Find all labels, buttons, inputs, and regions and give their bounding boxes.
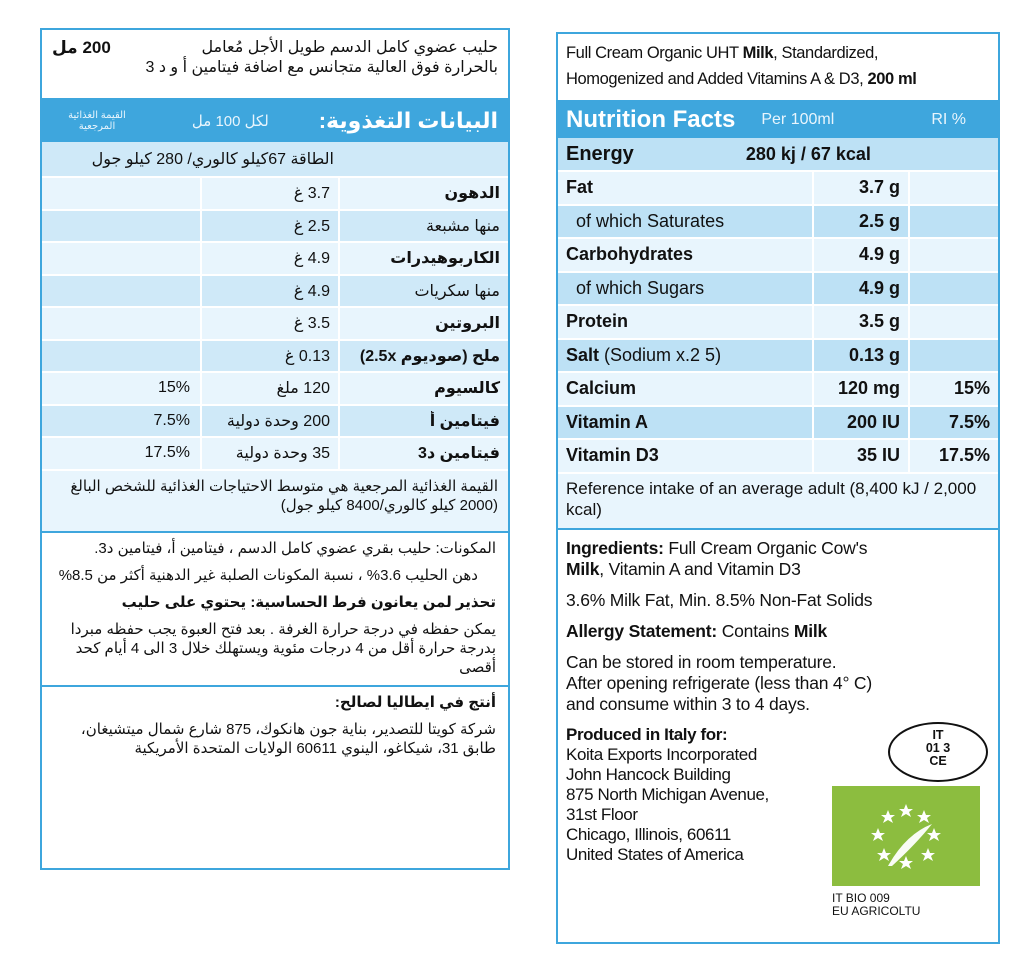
arabic-ingredients-text: حليب بقري عضوي كامل الدسم ، فيتامين أ، فيتامين د3.	[94, 539, 432, 557]
arabic-nutrient-value: 2.5 غ	[200, 211, 340, 242]
english-nutrient-row	[558, 273, 998, 307]
arabic-nutrient-ri: 17.5%	[144, 444, 190, 462]
english-nutrient-row	[558, 206, 998, 240]
arabic-nutrient-name: البروتين	[435, 315, 500, 333]
english-nutrition-table	[558, 172, 998, 474]
english-nutrient-row	[558, 373, 998, 407]
arabic-nutrient-value: 4.9 غ	[200, 276, 340, 307]
english-produced-label: Produced in Italy for:	[566, 724, 728, 744]
english-allergy-label: Allergy Statement:	[566, 620, 718, 641]
english-energy-row	[558, 138, 998, 172]
arabic-nutrient-value: 3.5 غ	[200, 308, 340, 339]
arabic-nutrient-row	[42, 373, 508, 406]
arabic-nutrient-value: 120 ملغ	[200, 373, 340, 404]
arabic-nutrient-name: منها سكريات	[414, 282, 500, 300]
arabic-nutrient-name: فيتامين د3	[418, 445, 500, 463]
english-label-panel	[556, 32, 1000, 944]
arabic-fat-solids: دهن الحليب 3.6% ، نسبة المكونات الصلبة غير الدهنية أكثر من 8.5%	[58, 566, 478, 584]
english-title-line1: Full Cream Organic UHT Milk, Standardized,	[566, 44, 879, 62]
arabic-nutrient-row	[42, 308, 508, 341]
arabic-nutrient-value: 4.9 غ	[200, 243, 340, 274]
arabic-allergy	[42, 587, 508, 614]
arabic-ingredients	[42, 533, 508, 560]
english-energy-label: Energy	[566, 142, 634, 165]
english-nutrient-value: 200 IU	[812, 407, 910, 439]
arabic-energy-row	[42, 142, 508, 178]
arabic-product-title	[42, 30, 508, 100]
eu-organic-leaf-icon	[832, 786, 980, 886]
arabic-nutrient-value: 3.7 غ	[200, 178, 340, 209]
arabic-produced-label: أنتج في ايطاليا لصالح:	[334, 693, 496, 711]
english-nutrient-name: Vitamin A	[566, 411, 649, 432]
english-nutrient-ri: 7.5%	[948, 411, 990, 432]
english-allergy: Allergy Statement: Contains Milk	[566, 620, 828, 641]
english-nutrient-row	[558, 172, 998, 206]
arabic-nutrient-value: 200 وحدة دولية	[200, 406, 340, 437]
arabic-per-100ml: لكل 100 مل	[191, 113, 269, 130]
arabic-allergy-text: يحتوي على حليب	[121, 593, 247, 611]
arabic-nutrient-row	[42, 243, 508, 276]
arabic-nutrient-row	[42, 276, 508, 309]
arabic-nutrient-ri: 15%	[157, 379, 190, 397]
arabic-energy-text: الطاقة 67كيلو كالوري/ 280 كيلو جول	[91, 151, 334, 168]
english-producer-line: 31st Floor	[566, 804, 638, 824]
english-nutrient-ri: 15%	[953, 378, 990, 399]
arabic-nutrient-name: ملح (صوديوم 2.5x)	[359, 347, 500, 365]
english-fat-solids: 3.6% Milk Fat, Min. 8.5% Non-Fat Solids	[566, 589, 873, 610]
english-ri-header: RI %	[931, 111, 966, 128]
arabic-label-panel	[40, 28, 510, 870]
english-nutrient-value: 4.9 g	[812, 239, 910, 271]
english-storage: Can be stored in room temperature. After opening refrigerate (less than 4° C) and consume within 3 to 4 days.	[566, 651, 872, 714]
english-title-line2: Homogenized and Added Vitamins A & D3, 200 ml	[566, 70, 917, 88]
eu-organic-code: IT BIO 009 EU AGRICOLTU	[832, 891, 921, 918]
english-nutrient-name: Protein	[566, 311, 629, 332]
english-nutrient-name: of which Sugars	[576, 277, 705, 298]
arabic-reference-intake: القيمة الغذائية المرجعية هي متوسط الاحتياجات الغذائية للشخص البالغ (2000 كيلو كالوري/8400 كيلو جول)	[42, 471, 508, 533]
arabic-nutrient-row	[42, 211, 508, 244]
english-producer-line: United States of America	[566, 844, 744, 864]
arabic-nutrient-row	[42, 341, 508, 374]
english-nutrient-row	[558, 407, 998, 441]
arabic-ri-header: القيمة الغذائية المرجعية	[68, 110, 126, 132]
english-nutrient-value: 4.9 g	[812, 273, 910, 305]
arabic-nutrient-name: الدهون	[444, 185, 500, 203]
english-nutrient-value: 0.13 g	[812, 340, 910, 372]
english-nutrition-title: Nutrition Facts	[566, 106, 736, 133]
english-nutrient-value: 35 IU	[812, 440, 910, 472]
arabic-nutrient-row	[42, 438, 508, 471]
english-producer-line: Chicago, Illinois, 60611	[566, 824, 731, 844]
english-nutrient-value: 3.5 g	[812, 306, 910, 338]
arabic-nutrient-row	[42, 406, 508, 439]
english-producer-line: Koita Exports Incorporated	[566, 744, 757, 764]
health-mark-oval: IT 01 3 CE	[888, 722, 988, 782]
english-ingredients: Ingredients: Full Cream Organic Cow's Milk, Vitamin A and Vitamin D3	[566, 537, 868, 579]
english-nutrient-row	[558, 340, 998, 374]
arabic-nutrient-name: الكاربوهيدرات	[390, 250, 500, 268]
english-nutrient-name: Carbohydrates	[566, 244, 694, 265]
english-nutrient-row	[558, 306, 998, 340]
arabic-allergy-label: تحذير لمن يعانون فرط الحساسية:	[250, 593, 496, 611]
arabic-nutrient-ri: 7.5%	[153, 411, 190, 429]
arabic-nutrient-name: كالسيوم	[434, 380, 500, 398]
arabic-producer-address: شركة كويتا للتصدير، بناية جون هانكوك، 875 شارع شمال ميتشيغان، طابق 31، شيكاغو، الينوي 60611 الولايات المتحدة الأمريكية	[80, 720, 496, 757]
english-nutrient-name: Fat	[566, 177, 593, 198]
english-nutrient-row	[558, 440, 998, 474]
english-nutrient-name: Calcium	[566, 378, 637, 399]
english-ingredients-label: Ingredients:	[566, 537, 664, 558]
english-reference-intake: Reference intake of an average adult (8,400 kJ / 2,000 kcal)	[558, 474, 998, 530]
english-nutrient-name: of which Saturates	[576, 210, 725, 231]
english-nutrient-ri: 17.5%	[938, 445, 990, 466]
arabic-ingredients-label: المكونات:	[435, 539, 496, 557]
arabic-nutrient-name: فيتامين أ	[429, 412, 500, 430]
arabic-title-line1: حليب عضوي كامل الدسم طويل الأجل مُعامل	[201, 39, 498, 56]
arabic-nutrition-title: البيانات التغذوية:	[318, 108, 498, 133]
arabic-nutrient-name: منها مشبعة	[425, 217, 500, 235]
english-nutrient-row	[558, 239, 998, 273]
english-nutrient-value: 3.7 g	[812, 172, 910, 204]
english-product-title	[558, 34, 998, 102]
english-nutrient-name: Salt (Sodium x.2 5)	[566, 344, 722, 365]
arabic-nutrient-row	[42, 178, 508, 211]
english-nutrient-value: 2.5 g	[812, 206, 910, 238]
english-per-100ml: Per 100ml	[761, 111, 835, 128]
arabic-storage: يمكن حفظه في درجة حرارة الغرفة . بعد فتح العبوة يجب حفظه مبردا بدرجة حرارة أقل من 4 درجات مئوية ويستهلك خلال 3 الى 4 أيام كحد أقصى	[70, 620, 496, 676]
english-producer-line: 875 North Michigan Avenue,	[566, 784, 769, 804]
arabic-nutrient-value: 0.13 غ	[200, 341, 340, 372]
english-nutrient-value: 120 mg	[812, 373, 910, 405]
english-nutrient-name: Vitamin D3	[566, 445, 659, 466]
arabic-nutrient-value: 35 وحدة دولية	[200, 438, 340, 469]
arabic-title-line2: بالحرارة فوق العالية متجانس مع اضافة فيتامين أ و د 3	[145, 59, 498, 76]
arabic-nutrition-header	[42, 100, 508, 142]
english-nutrition-header	[558, 102, 998, 138]
arabic-volume: 200 مل	[52, 38, 111, 57]
arabic-nutrition-table	[42, 178, 508, 471]
english-producer-line: John Hancock Building	[566, 764, 731, 784]
english-energy-value: 280 kj / 67 kcal	[745, 143, 871, 164]
